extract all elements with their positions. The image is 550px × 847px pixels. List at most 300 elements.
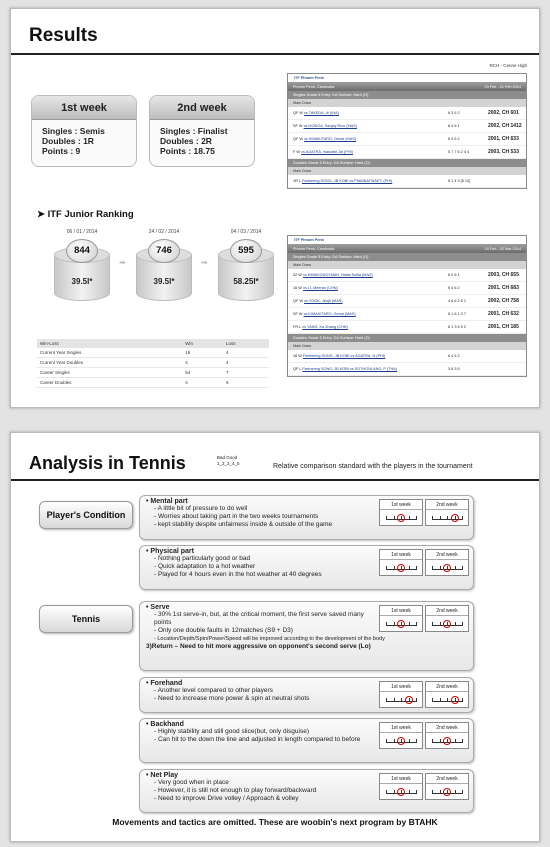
week-ratings (379, 722, 469, 749)
rating-scale (426, 560, 468, 576)
panel-line: - Highly stability and still good slice(but, only disguise) (154, 728, 310, 735)
match-row (288, 107, 526, 120)
panel-backhand (139, 718, 474, 763)
week-stat-line: Points : 9 (42, 146, 81, 156)
arrow-right-icon: ➡ (201, 258, 208, 267)
match-note: 2003, CH 655 (488, 272, 519, 278)
panel-line-text: Can hit to the down the line and adjusted in length compared to before (157, 736, 361, 743)
match-row (288, 133, 526, 146)
draw-sheet-2 (287, 235, 527, 377)
legend-ends: Bad Good (217, 455, 238, 460)
scale-tick (447, 516, 448, 520)
panel-line: - However, it is still not enough to play forward/backward (154, 787, 317, 794)
table-cell: Career Singles (37, 368, 182, 378)
table-cell: 16 (182, 348, 223, 358)
match-round: F (293, 150, 296, 154)
match-row (288, 321, 526, 334)
week-stat-line: Doubles : 2R (160, 136, 212, 146)
table-cell: 4 (223, 348, 269, 358)
panel-line-text: A little bit of pressure to do well (157, 505, 248, 512)
rating-week-label: 1st week (380, 723, 422, 733)
scale-tick (432, 790, 433, 794)
table-cell: 4 (182, 378, 223, 388)
ranking-percent: 39.5l* (71, 277, 93, 286)
results-title: Results (29, 25, 98, 46)
table-cell: 7 (223, 368, 269, 378)
rating-scale (380, 784, 422, 800)
match-opponent-link[interactable]: vs LI, Meeran (CHN) (302, 286, 338, 290)
scale-tick (409, 516, 410, 520)
draw-header (288, 83, 526, 91)
rating-week-label: 1st week (380, 774, 422, 784)
column-header: Loss (223, 339, 269, 348)
panel-title: • Net Play (146, 772, 179, 779)
scale-tick (455, 622, 456, 626)
table-row (37, 348, 269, 358)
table-row (37, 368, 269, 378)
scale-tick (455, 566, 456, 570)
panel-line: - A little bit of pressure to do well (154, 505, 248, 512)
rating-scale (426, 692, 468, 708)
rating-week-label: 2nd week (426, 606, 468, 616)
scale-tick (416, 516, 417, 520)
scale-tick (462, 790, 463, 794)
panel-line-text: Location/Depth/Spin/Power/Speed will be improved according to the development of the body (157, 636, 385, 642)
scale-tick (394, 790, 395, 794)
rating-week-1 (379, 773, 423, 800)
scale-tick (462, 566, 463, 570)
column-header: Win-Loss (37, 339, 182, 348)
scale-tick (394, 566, 395, 570)
match-row (288, 269, 526, 282)
match-round: 32 (293, 273, 298, 277)
itf-ranking-label: ITF Junior Ranking (47, 209, 134, 220)
scale-tick (394, 622, 395, 626)
match-result: W (298, 286, 302, 290)
panel-line-text: Need to increase more power & spin at neutral shots (157, 695, 310, 702)
table-cell: 4 (223, 358, 269, 368)
panel-line-text: kept stability despite unfairness inside & outside of the game (157, 521, 333, 528)
week-card-2 (149, 95, 255, 167)
ranking-value: 844 (66, 239, 98, 263)
rating-legend (217, 455, 240, 467)
match-opponent-link[interactable]: vs KIMAKITARO, Genai (MAS) (304, 137, 357, 141)
match-score: 6 3 6 2 (448, 137, 460, 141)
week-ratings (379, 681, 469, 708)
scale-tick (394, 739, 395, 743)
draw-subheader: Singles Grade 5 Entry: DA Surface: Hard (O) (288, 91, 526, 99)
match-round: SF (293, 312, 298, 316)
match-opponent-link[interactable]: vs KIMAKITARO, Genai (MAS) (303, 312, 356, 316)
panel-physical (139, 545, 474, 590)
panel-line: - Location/Depth/Spin/Power/Speed will be improved according to the development of the body (154, 636, 385, 642)
panel-title: • Backhand (146, 721, 184, 728)
match-note: 2003, CH 533 (488, 149, 519, 155)
cylinder-graphic (54, 239, 110, 309)
scale-tick (462, 622, 463, 626)
rating-week-1 (379, 549, 423, 576)
panel-title-text: Serve (150, 604, 170, 611)
scale-tick (386, 516, 387, 520)
rating-week-2 (425, 499, 469, 526)
scale-tick (440, 698, 441, 702)
score-circle (443, 620, 451, 628)
rating-scale (380, 733, 422, 749)
panel-title-text: Physical part (150, 548, 194, 555)
scale-tick (432, 516, 433, 520)
panel-title: • Serve (146, 604, 170, 611)
match-round: QF (293, 137, 299, 141)
match-opponent-link[interactable]: vs YOOK, Jenjit (MAS) (304, 299, 343, 303)
week-stat-line: Singles : Semis (42, 126, 105, 136)
week-stat-line: Singles : Finalist (160, 126, 228, 136)
ranking-date: 24 / 02 / 2014 (148, 229, 180, 235)
match-score: 6 0 6 1 (448, 273, 460, 277)
scale-tick (462, 739, 463, 743)
scale-tick (440, 790, 441, 794)
scale-tick (386, 790, 387, 794)
match-result: W (299, 137, 303, 141)
panel-line: - Can hit to the down the line and adjusted in length compared to before (154, 736, 361, 743)
analysis-footer: Movements and tactics are omitted. These are woobin's next program by BTAHK (112, 817, 438, 827)
panel-line-text: However, it is still not enough to play forward/backward (157, 787, 317, 794)
match-result: L (299, 367, 302, 371)
rating-week-2 (425, 773, 469, 800)
score-circle (405, 696, 413, 704)
rating-scale (380, 510, 422, 526)
scale-tick (416, 622, 417, 626)
table-row (37, 358, 269, 368)
table-cell: 54 (182, 368, 223, 378)
draw-sheet-1 (287, 73, 527, 189)
panel-title: • Mental part (146, 498, 188, 505)
match-score: 6 1 3 6 5 2 (448, 325, 466, 329)
panel-line: - Another level compared to other players (154, 687, 273, 694)
scale-tick (432, 739, 433, 743)
match-opponent-link[interactable]: Partnering SONG, JB KOBI vs AGATRA, N (PHI) (302, 354, 386, 358)
week-heading: 1st week (32, 96, 136, 120)
match-result: L (298, 179, 301, 183)
score-circle (397, 620, 405, 628)
draw-header (288, 245, 526, 253)
rating-week-2 (425, 549, 469, 576)
scale-tick (394, 516, 395, 520)
title-rule (11, 479, 539, 481)
score-circle (397, 788, 405, 796)
panel-net-play (139, 769, 474, 813)
match-score: 6 4 6 2 (448, 286, 460, 290)
match-round: QF (293, 299, 299, 303)
scale-tick (440, 566, 441, 570)
rating-week-label: 1st week (380, 682, 422, 692)
match-note: 2002, CH 1412 (488, 123, 522, 129)
panel-line: - Need to increase more power & spin at neutral shots (154, 695, 310, 702)
scale-tick (462, 698, 463, 702)
rating-week-label: 1st week (380, 500, 422, 510)
scale-tick (432, 698, 433, 702)
results-slide (10, 8, 540, 408)
win-loss-table (37, 339, 269, 388)
match-score: 6 1 4 3 [6 10] (448, 179, 471, 183)
draw-subheader: Doubles Grade 5 Entry: DA Surface: Hard (O) (288, 334, 526, 342)
match-opponent-link[interactable]: vs YANG, Ka Zhang (CHN) (302, 325, 348, 329)
match-result: W (298, 124, 303, 128)
panel-title: • Forehand (146, 680, 183, 687)
table-cell: Career Doubles (37, 378, 182, 388)
match-score: 6 4 6 1 (448, 124, 460, 128)
rating-scale (380, 692, 422, 708)
scale-tick (409, 622, 410, 626)
arrow-right-icon: ➡ (119, 258, 126, 267)
match-row (288, 120, 526, 133)
panel-line: - kept stability despite unfairness inside & outside of the game (154, 521, 333, 528)
match-round: 1R (293, 179, 298, 183)
table-row (37, 378, 269, 388)
week-stats (150, 120, 254, 162)
rating-scale (380, 616, 422, 632)
rating-week-2 (425, 681, 469, 708)
match-result: W (296, 150, 300, 154)
match-round: FR (293, 325, 299, 329)
analysis-title: Analysis in Tennis (29, 453, 186, 473)
panel-line-return: 3)Return – Need to hit more aggressive on opponent's second serve (Lo) (146, 643, 371, 650)
ranking-percent: 39.5l* (153, 277, 175, 286)
ranking-percent: 58.25l* (233, 277, 259, 286)
panel-line: - Worries about taking part in the two weeks tournaments (154, 513, 319, 520)
panel-line-text: 30% 1st serve-in, but, at the critical moment, the first serve saved many points (154, 611, 364, 626)
column-header: Win (182, 339, 223, 348)
rating-week-label: 2nd week (426, 774, 468, 784)
panel-line-text: Need to improve Drive volley / Approach & volley (157, 795, 299, 802)
rating-week-1 (379, 499, 423, 526)
week-ratings (379, 499, 469, 526)
panel-line: - Only one double faults in 12matches (S9 + D3) (154, 627, 293, 634)
panel-line: - Need to improve Drive volley / Approach & volley (154, 795, 299, 802)
score-circle (397, 564, 405, 572)
score-circle (397, 514, 405, 522)
draw-location: Phnom Penh, Cambodia (293, 85, 335, 89)
scale-tick (409, 790, 410, 794)
rating-scale (380, 560, 422, 576)
scale-tick (386, 622, 387, 626)
match-opponent-link[interactable]: Partnering SONG, JB KOBI vs PIAMNATWAET, (PHI) (301, 179, 393, 183)
match-score: 5 7 7 6 2 4 4 (448, 150, 470, 154)
score-circle (443, 564, 451, 572)
match-opponent-link[interactable]: Partnering SONG, JB KOBI vs SOTHONLANG, P (THA) (302, 367, 398, 371)
ranking-date: 06 / 01 / 2014 (66, 229, 98, 235)
match-round: 16 (293, 354, 298, 358)
draw-location: Phnom Penh, Cambodia (293, 247, 335, 251)
match-round: SF (293, 124, 298, 128)
panel-line-text: Very good when in place (157, 779, 229, 786)
rating-week-1 (379, 722, 423, 749)
match-opponent-link[interactable]: vs KIMAKOUDYMAN, Nisita Sollia (MAS) (302, 273, 373, 277)
rating-week-1 (379, 605, 423, 632)
scale-tick (440, 739, 441, 743)
scale-tick (416, 698, 417, 702)
week-heading: 2nd week (150, 96, 254, 120)
cylinder-graphic (218, 239, 274, 309)
bt-label: RCH - Cenne High (489, 63, 527, 68)
week-ratings (379, 549, 469, 576)
match-row (288, 308, 526, 321)
match-row (288, 350, 526, 363)
match-note: 2001, CH 632 (488, 311, 519, 317)
week-card-1 (31, 95, 137, 167)
score-circle (451, 696, 459, 704)
scale-tick (455, 790, 456, 794)
panel-title: • Physical part (146, 548, 194, 555)
scale-tick (416, 566, 417, 570)
panel-title-text: Forehand (150, 680, 183, 687)
rating-week-label: 2nd week (426, 500, 468, 510)
match-row (288, 282, 526, 295)
analysis-slide (10, 432, 540, 842)
match-result: W (299, 111, 303, 115)
ranking-cylinder-2 (129, 229, 199, 309)
title-rule (11, 53, 539, 55)
scale-tick (416, 739, 417, 743)
scale-tick (432, 622, 433, 626)
scale-tick (401, 698, 402, 702)
match-score: 6 4 6 2 (448, 354, 460, 358)
panel-line: - Quick adaptation to a hot weather (154, 563, 256, 570)
ranking-cylinder-1 (47, 229, 117, 309)
legend-description: Relative comparison standard with the players in the tournament (273, 463, 473, 470)
ranking-value: 746 (148, 239, 180, 263)
rating-week-label: 2nd week (426, 723, 468, 733)
match-score: 6 3 6 2 (448, 111, 460, 115)
match-opponent-link[interactable]: vs TAKEDA, Ai (INA) (304, 111, 339, 115)
draw-section: Main Draw (288, 167, 526, 175)
scale-tick (409, 739, 410, 743)
week-stats (32, 120, 136, 162)
panel-line: - Played for 4 hours even in the hot weather at 40 degrees (154, 571, 322, 578)
match-row (288, 363, 526, 376)
match-row (288, 146, 526, 159)
match-note: 2001, CH 633 (488, 136, 519, 142)
panel-forehand (139, 677, 474, 713)
panel-title-text: Net Play (150, 772, 179, 779)
draw-logo: ITF Phnom Penh (288, 236, 526, 245)
rating-week-2 (425, 722, 469, 749)
scale-tick (440, 622, 441, 626)
rating-week-2 (425, 605, 469, 632)
rating-week-1 (379, 681, 423, 708)
scale-tick (455, 739, 456, 743)
draw-section: Main Draw (288, 261, 526, 269)
draw-section: Main Draw (288, 342, 526, 350)
score-circle (397, 737, 405, 745)
panel-line-text: Highly stability and still good slice(but, only disguise) (157, 728, 310, 735)
scale-tick (386, 566, 387, 570)
match-row (288, 175, 526, 188)
table-cell: 4 (182, 358, 223, 368)
draw-dates: 24 Feb - 02 Mar 2014 (484, 247, 521, 251)
ranking-cylinder-3 (211, 229, 281, 309)
week-stat-line: Points : 18.75 (160, 146, 215, 156)
category-tennis: Tennis (39, 605, 133, 633)
panel-line-text: Quick adaptation to a hot weather (157, 563, 256, 570)
match-opponent-link[interactable]: vs MONOA, Sanjay Rico (MAS) (303, 124, 357, 128)
panel-mental (139, 495, 474, 540)
match-result: W (298, 312, 303, 316)
match-round: QF (293, 111, 299, 115)
rating-scale (426, 616, 468, 632)
panel-line-text: Played for 4 hours even in the hot weather at 40 degrees (157, 571, 322, 578)
score-circle (443, 788, 451, 796)
panel-line-text: Only one double faults in 12matches (S9 + D3) (157, 627, 293, 634)
table-cell: Current Year Doubles (37, 358, 182, 368)
itf-ranking-title: ➤ ITF Junior Ranking (37, 209, 134, 220)
panel-line: - Very good when in place (154, 779, 229, 786)
match-round: QF (293, 367, 299, 371)
panel-serve (139, 601, 474, 671)
score-circle (443, 737, 451, 745)
match-note: 2002, CH 758 (488, 298, 519, 304)
match-opponent-link[interactable]: vs AGATRA, Nasubbi Jai (PHI) (301, 150, 353, 154)
rating-scale (426, 733, 468, 749)
week-ratings (379, 605, 469, 632)
ranking-value: 595 (230, 239, 262, 263)
ranking-date: 04 / 03 / 2014 (230, 229, 262, 235)
week-ratings (379, 773, 469, 800)
panel-line: - Nothing particularly good or bad (154, 555, 251, 562)
draw-logo: ITF Phnom Penh (288, 74, 526, 83)
match-result: W (298, 273, 302, 277)
scale-tick (462, 516, 463, 520)
rating-week-label: 1st week (380, 550, 422, 560)
rating-scale (426, 510, 468, 526)
rating-week-label: 1st week (380, 606, 422, 616)
scale-tick (409, 566, 410, 570)
panel-title-text: Mental part (150, 498, 188, 505)
match-result: L (299, 325, 302, 329)
match-note: 2002, CH 601 (488, 110, 519, 116)
draw-subheader: Doubles Grade 5 Entry: DA Surface: Hard (O) (288, 159, 526, 167)
table-header-row (37, 339, 269, 348)
cylinder-graphic (136, 239, 192, 309)
match-row (288, 295, 526, 308)
match-round: 16 (293, 286, 298, 290)
match-result: W (299, 299, 303, 303)
legend-scale: 1_2_3_4_5 (217, 461, 240, 466)
scale-tick (386, 739, 387, 743)
match-score: 6 1 6 1 0 7 (448, 312, 466, 316)
score-circle (451, 514, 459, 522)
rating-week-label: 2nd week (426, 550, 468, 560)
match-score: 4 6 6 2 6 1 (448, 299, 466, 303)
match-score: 3 6 3 6 (448, 367, 460, 371)
panel-line: - 30% 1st serve-in, but, at the critical moment, the first serve saved many points (154, 611, 364, 626)
panel-line-text: Worries about taking part in the two weeks tournaments (157, 513, 319, 520)
draw-dates: 03 Feb - 21 Feb 2014 (484, 85, 521, 89)
week-stat-line: Doubles : 1R (42, 136, 94, 146)
panel-line-text: Another level compared to other players (157, 687, 273, 694)
draw-section: Main Draw (288, 99, 526, 107)
rating-scale (426, 784, 468, 800)
match-result: W (298, 354, 302, 358)
table-cell: Current Year Singles (37, 348, 182, 358)
scale-tick (440, 516, 441, 520)
scale-tick (432, 566, 433, 570)
scale-tick (386, 698, 387, 702)
rating-week-label: 2nd week (426, 682, 468, 692)
scale-tick (447, 698, 448, 702)
category-players-condition: Player's Condition (39, 501, 133, 529)
scale-tick (416, 790, 417, 794)
match-note: 2001, CH 185 (488, 324, 519, 330)
